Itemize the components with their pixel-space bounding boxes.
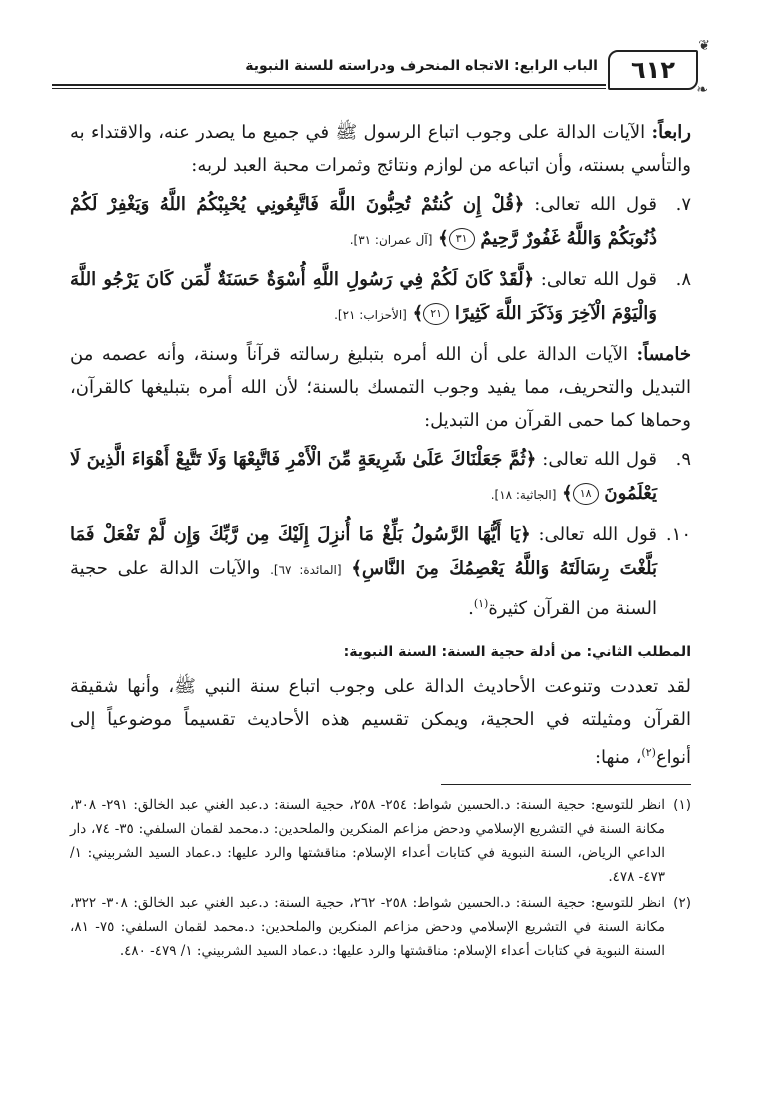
item-body (70, 518, 657, 626)
running-title: الباب الرابع: الاتجاه المنحرف ودراسته للسنة النبوية (245, 58, 598, 74)
item-end: . (468, 598, 474, 619)
quran-verse: ﴿ثُمَّ جَعَلْنَاكَ عَلَىٰ شَرِيعَةٍ مِّنَ الْأَمْرِ فَاتَّبِعْهَا وَلَا تَتَّبِعْ أَهْوَاءَ الَّذِينَ لَا يَعْلَمُونَ (70, 449, 657, 504)
verse-reference: [آل عمران: ٣١]. (349, 233, 433, 247)
footnote-number: (١) (673, 797, 691, 813)
item-number: ١٠. (665, 524, 691, 545)
footnote-separator (441, 784, 691, 785)
ayah-number-marker: ٢١ (423, 303, 449, 325)
page-header (52, 38, 710, 98)
footnote (70, 891, 691, 963)
item-intro: قول الله تعالى: (524, 194, 657, 215)
page-number-box (608, 50, 698, 90)
footnote (70, 793, 691, 889)
item-number: ٨. (675, 269, 691, 290)
paragraph-end: ، منها: (594, 747, 642, 768)
section-title: المطلب الثاني: من أدلة حجية السنة: السنة النبوية: (343, 644, 691, 660)
paragraph-sixth (70, 670, 691, 774)
quran-verse: ﴿يَا أَيُّهَا الرَّسُولُ بَلِّغْ مَا أُنزِلَ إِلَيْكَ مِن رَّبِّكَ وَإِن لَّمْ تَفْعَلْ فَمَا بَلَّغْتَ رِسَالَتَهُ وَاللَّهُ يَعْصِمُكَ مِنَ النَّاسِ﴾ (70, 524, 658, 579)
item-body (70, 443, 657, 512)
item-intro: قول الله تعالى: (530, 524, 657, 545)
verse-close-bracket: ﴾ (438, 228, 449, 249)
page-content (70, 116, 691, 965)
verse-close-bracket: ﴾ (412, 303, 424, 324)
corner-ornament-icon: ❦ (698, 38, 710, 54)
footnote-marker: (١) (473, 597, 489, 610)
footnote-text: انظر للتوسع: حجية السنة: د.الحسين شواط: ٢٥٨- ٢٦٢، حجية السنة: د.عبد الغني عبد الخالق: ٣٠٨- ٣٢٢، مكانة السنة في التشريع الإسلامي ودحض مزاعم المنكرين والملحدين: د.محمد لقمان السلفي: ٧٥- ٨١، السنة النبوية في كتابات أعداء الإسلام: مناقشتها والرد عليها: د.عماد السيد الشربيني: ١/ ٤٧٩- ٤٨٠. (70, 895, 665, 959)
paragraph-fourth (70, 116, 691, 182)
item-intro: قول الله تعالى: (534, 269, 657, 290)
list-item (70, 443, 691, 512)
footnote-text: انظر للتوسع: حجية السنة: د.الحسين شواط: ٢٥٤- ٢٥٨، حجية السنة: د.عبد الغني عبد الخالق: ٢٩١- ٣٠٨، مكانة السنة في التشريع الإسلامي ودحض مزاعم المنكرين والملحدين: د.محمد لقمان السلفي: ٣٥- ٧٤، دار الداعي الرياض، السنة النبوية في كتابات أعداء الإسلام: مناقشتها والرد عليها: د.عماد السيد الشربيني: ١/ ٤٧٣- ٤٧٨. (70, 797, 665, 885)
list-item (70, 518, 691, 626)
ayah-number-marker: ١٨ (573, 483, 599, 505)
verse-reference: [المائدة: ٦٧]. (270, 563, 342, 577)
item-number: ٩. (675, 449, 691, 470)
verse-reference: [الجاثية: ١٨]. (490, 488, 557, 502)
footnote-marker: (٢) (641, 746, 656, 759)
paragraph-lead: خامساً: (636, 344, 691, 365)
page-number: ٦١٢ (631, 56, 675, 84)
item-body (70, 263, 657, 332)
verse-reference: [الأحزاب: ٢١]. (334, 308, 407, 322)
footnote-number: (٢) (673, 895, 691, 911)
item-continuation: والآيات الدالة على حجية السنة من القرآن كثيرة (70, 558, 657, 619)
list-item (70, 188, 691, 257)
corner-ornament-icon: ❧ (696, 82, 708, 98)
paragraph-text: الآيات الدالة على أن الله أمره بتبليغ رسالته قرآناً وسنة، وأنه عصمه من التبديل والتحريف، مما يفيد وجوب التمسك بالسنة؛ لأن الله أمره بتبليغها كالقرآن، وحماها كما حمى القرآن من التبديل: (70, 344, 691, 431)
paragraph-fifth (70, 338, 691, 437)
item-number: ٧. (675, 194, 691, 215)
paragraph-lead: رابعاً: (651, 122, 691, 143)
item-body (70, 188, 657, 257)
header-rule (52, 84, 606, 86)
list-item (70, 263, 691, 332)
paragraph-text: لقد تعددت وتنوعت الأحاديث الدالة على وجوب اتباع سنة النبي ﷺ، وأنها شقيقة القرآن ومثيلته في الحجية، ويمكن تقسيم هذه الأحاديث تقسيماً موضوعياً إلى أنواع (70, 676, 691, 768)
ayah-number-marker: ٣١ (449, 228, 475, 250)
header-rule (52, 88, 606, 89)
verse-close-bracket: ﴾ (562, 483, 573, 504)
quran-verse: ﴿لَّقَدْ كَانَ لَكُمْ فِي رَسُولِ اللَّهِ أُسْوَةٌ حَسَنَةٌ لِّمَن كَانَ يَرْجُو اللَّهَ وَالْيَوْمَ الْآخِرَ وَذَكَرَ اللَّهَ كَثِيرًا (70, 269, 657, 324)
paragraph-text: الآيات الدالة على وجوب اتباع الرسول ﷺ في جميع ما يصدر عنه، والاقتداء به والتأسي بسنته، وأن اتباعه من لوازم ونتائج وثمرات محبة العبد لربه: (70, 122, 691, 176)
quran-verse: ﴿قُلْ إِن كُنتُمْ تُحِبُّونَ اللَّهَ فَاتَّبِعُونِي يُحْبِبْكُمُ اللَّهُ وَيَغْفِرْ لَكُمْ ذُنُوبَكُمْ وَاللَّهُ غَفُورٌ رَّحِيمٌ (70, 194, 657, 249)
item-intro: قول الله تعالى: (536, 449, 657, 470)
